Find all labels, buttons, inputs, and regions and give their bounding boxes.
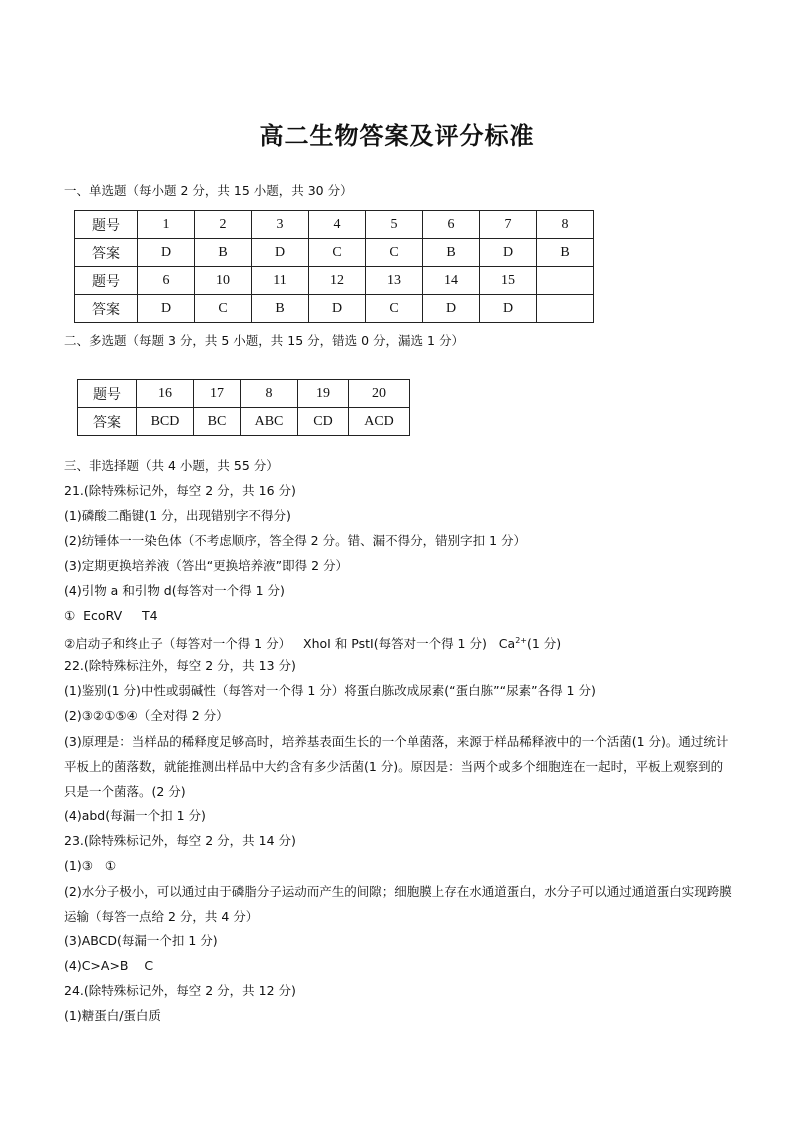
table-cell: 7 xyxy=(480,211,537,239)
answer-line: (4)abd(每漏一个扣 1 分) xyxy=(64,808,206,823)
table-cell: 19 xyxy=(298,380,349,408)
answer-line: (1)鉴别(1 分)中性或弱碱性（每答对一个得 1 分）将蛋白胨改成尿素(“蛋白胨”“尿素”各得 1 分) xyxy=(64,683,596,698)
section-heading-non-choice: 三、非选择题（共 4 小题，共 55 分） xyxy=(64,458,279,473)
table-cell: D xyxy=(309,295,366,323)
table-cell: 3 xyxy=(252,211,309,239)
question-number-label: 题号 xyxy=(75,267,138,295)
table-row xyxy=(75,267,594,295)
table-cell: BC xyxy=(194,408,241,436)
answer-line: (2)③②①⑤④（全对得 2 分） xyxy=(64,708,229,723)
table-cell: 5 xyxy=(366,211,423,239)
table-cell: C xyxy=(195,295,252,323)
table-cell: B xyxy=(423,239,480,267)
question-number-label: 题号 xyxy=(75,211,138,239)
table-row xyxy=(78,408,410,436)
table-cell: B xyxy=(537,239,594,267)
table-cell: C xyxy=(366,295,423,323)
table-cell: D xyxy=(138,239,195,267)
table-cell: 8 xyxy=(241,380,298,408)
answer-label: 答案 xyxy=(75,239,138,267)
table-cell: C xyxy=(309,239,366,267)
answer-line xyxy=(64,633,561,652)
table-cell: 20 xyxy=(349,380,410,408)
answer-paragraph: (3)原理是：当样品的稀释度足够高时，培养基表面生长的一个单菌落，来源于样品稀释液中的一个活菌(1 分)。通过统计平板上的菌落数，就能推测出样品中大约含有多少活菌(1 分)。原因是：当两个或多个细胞连在一起时，平板上观察到的只是一个菌落。(2 分) xyxy=(64,734,729,799)
table-cell: 15 xyxy=(480,267,537,295)
answer-line: 22.(除特殊标注外，每空 2 分，共 13 分) xyxy=(64,658,296,673)
answer-line: (4)引物 a 和引物 d(每答对一个得 1 分) xyxy=(64,583,285,598)
table-cell: 1 xyxy=(138,211,195,239)
section-heading-single-choice: 一、单选题（每小题 2 分，共 15 小题，共 30 分） xyxy=(64,183,353,198)
single-choice-answer-table xyxy=(74,210,594,323)
answer-score: (1 分) xyxy=(526,636,562,652)
table-cell: D xyxy=(423,295,480,323)
table-cell: D xyxy=(138,295,195,323)
superscript-charge: 2+ xyxy=(515,636,527,645)
answer-label: 答案 xyxy=(75,295,138,323)
table-cell: BCD xyxy=(137,408,194,436)
answer-line: (1)糖蛋白/蛋白质 xyxy=(64,1008,161,1023)
table-row xyxy=(75,211,594,239)
table-cell: B xyxy=(252,295,309,323)
answer-line: (4)C>A>B C xyxy=(64,958,154,973)
table-cell: 13 xyxy=(366,267,423,295)
table-cell: 2 xyxy=(195,211,252,239)
table-cell: 11 xyxy=(252,267,309,295)
answer-paragraph: (2)水分子极小，可以通过由于磷脂分子运动而产生的间隙；细胞膜上存在水通道蛋白，水分子可以通过通道蛋白实现跨膜运输（每答一点给 2 分，共 4 分） xyxy=(64,884,732,924)
table-cell: 17 xyxy=(194,380,241,408)
answer-line: 21.(除特殊标记外，每空 2 分，共 16 分) xyxy=(64,483,296,498)
table-row xyxy=(78,380,410,408)
table-cell: D xyxy=(480,295,537,323)
table-cell: 6 xyxy=(423,211,480,239)
table-cell xyxy=(537,267,594,295)
table-cell: ABC xyxy=(241,408,298,436)
answer-line: ① EcoRV T4 xyxy=(64,608,158,623)
table-cell: 6 xyxy=(138,267,195,295)
answer-line: 24.(除特殊标记外，每空 2 分，共 12 分) xyxy=(64,983,296,998)
question-number-label: 题号 xyxy=(78,380,137,408)
page-title: 高二生物答案及评分标准 xyxy=(259,122,535,150)
table-cell: D xyxy=(480,239,537,267)
multiple-choice-answer-table xyxy=(77,379,410,436)
answer-line: 23.(除特殊标记外，每空 2 分，共 14 分) xyxy=(64,833,296,848)
table-cell: ACD xyxy=(349,408,410,436)
table-cell: CD xyxy=(298,408,349,436)
table-cell: D xyxy=(252,239,309,267)
answer-line: (3)定期更换培养液（答出“更换培养液”即得 2 分） xyxy=(64,558,349,573)
table-cell: 8 xyxy=(537,211,594,239)
table-row xyxy=(75,295,594,323)
answer-line: (1)磷酸二酯键(1 分，出现错别字不得分) xyxy=(64,508,291,523)
table-cell: C xyxy=(366,239,423,267)
table-cell: 12 xyxy=(309,267,366,295)
answer-label: 答案 xyxy=(78,408,137,436)
answer-line: (2)纺锤体一一染色体（不考虑顺序，答全得 2 分。错、漏不得分，错别字扣 1 分） xyxy=(64,533,527,548)
table-cell xyxy=(537,295,594,323)
table-cell: 16 xyxy=(137,380,194,408)
table-cell: 4 xyxy=(309,211,366,239)
answer-line: (1)③ ① xyxy=(64,858,117,873)
table-cell: 14 xyxy=(423,267,480,295)
table-row xyxy=(75,239,594,267)
table-cell: 10 xyxy=(195,267,252,295)
table-cell: B xyxy=(195,239,252,267)
answer-line: (3)ABCD(每漏一个扣 1 分) xyxy=(64,933,218,948)
section-heading-multiple-choice: 二、多选题（每题 3 分，共 5 小题，共 15 分，错选 0 分，漏选 1 分） xyxy=(64,333,464,348)
answer-text: ②启动子和终止子（每答对一个得 1 分） XhoI 和 PstI(每答对一个得 1 分) Ca xyxy=(64,636,516,652)
